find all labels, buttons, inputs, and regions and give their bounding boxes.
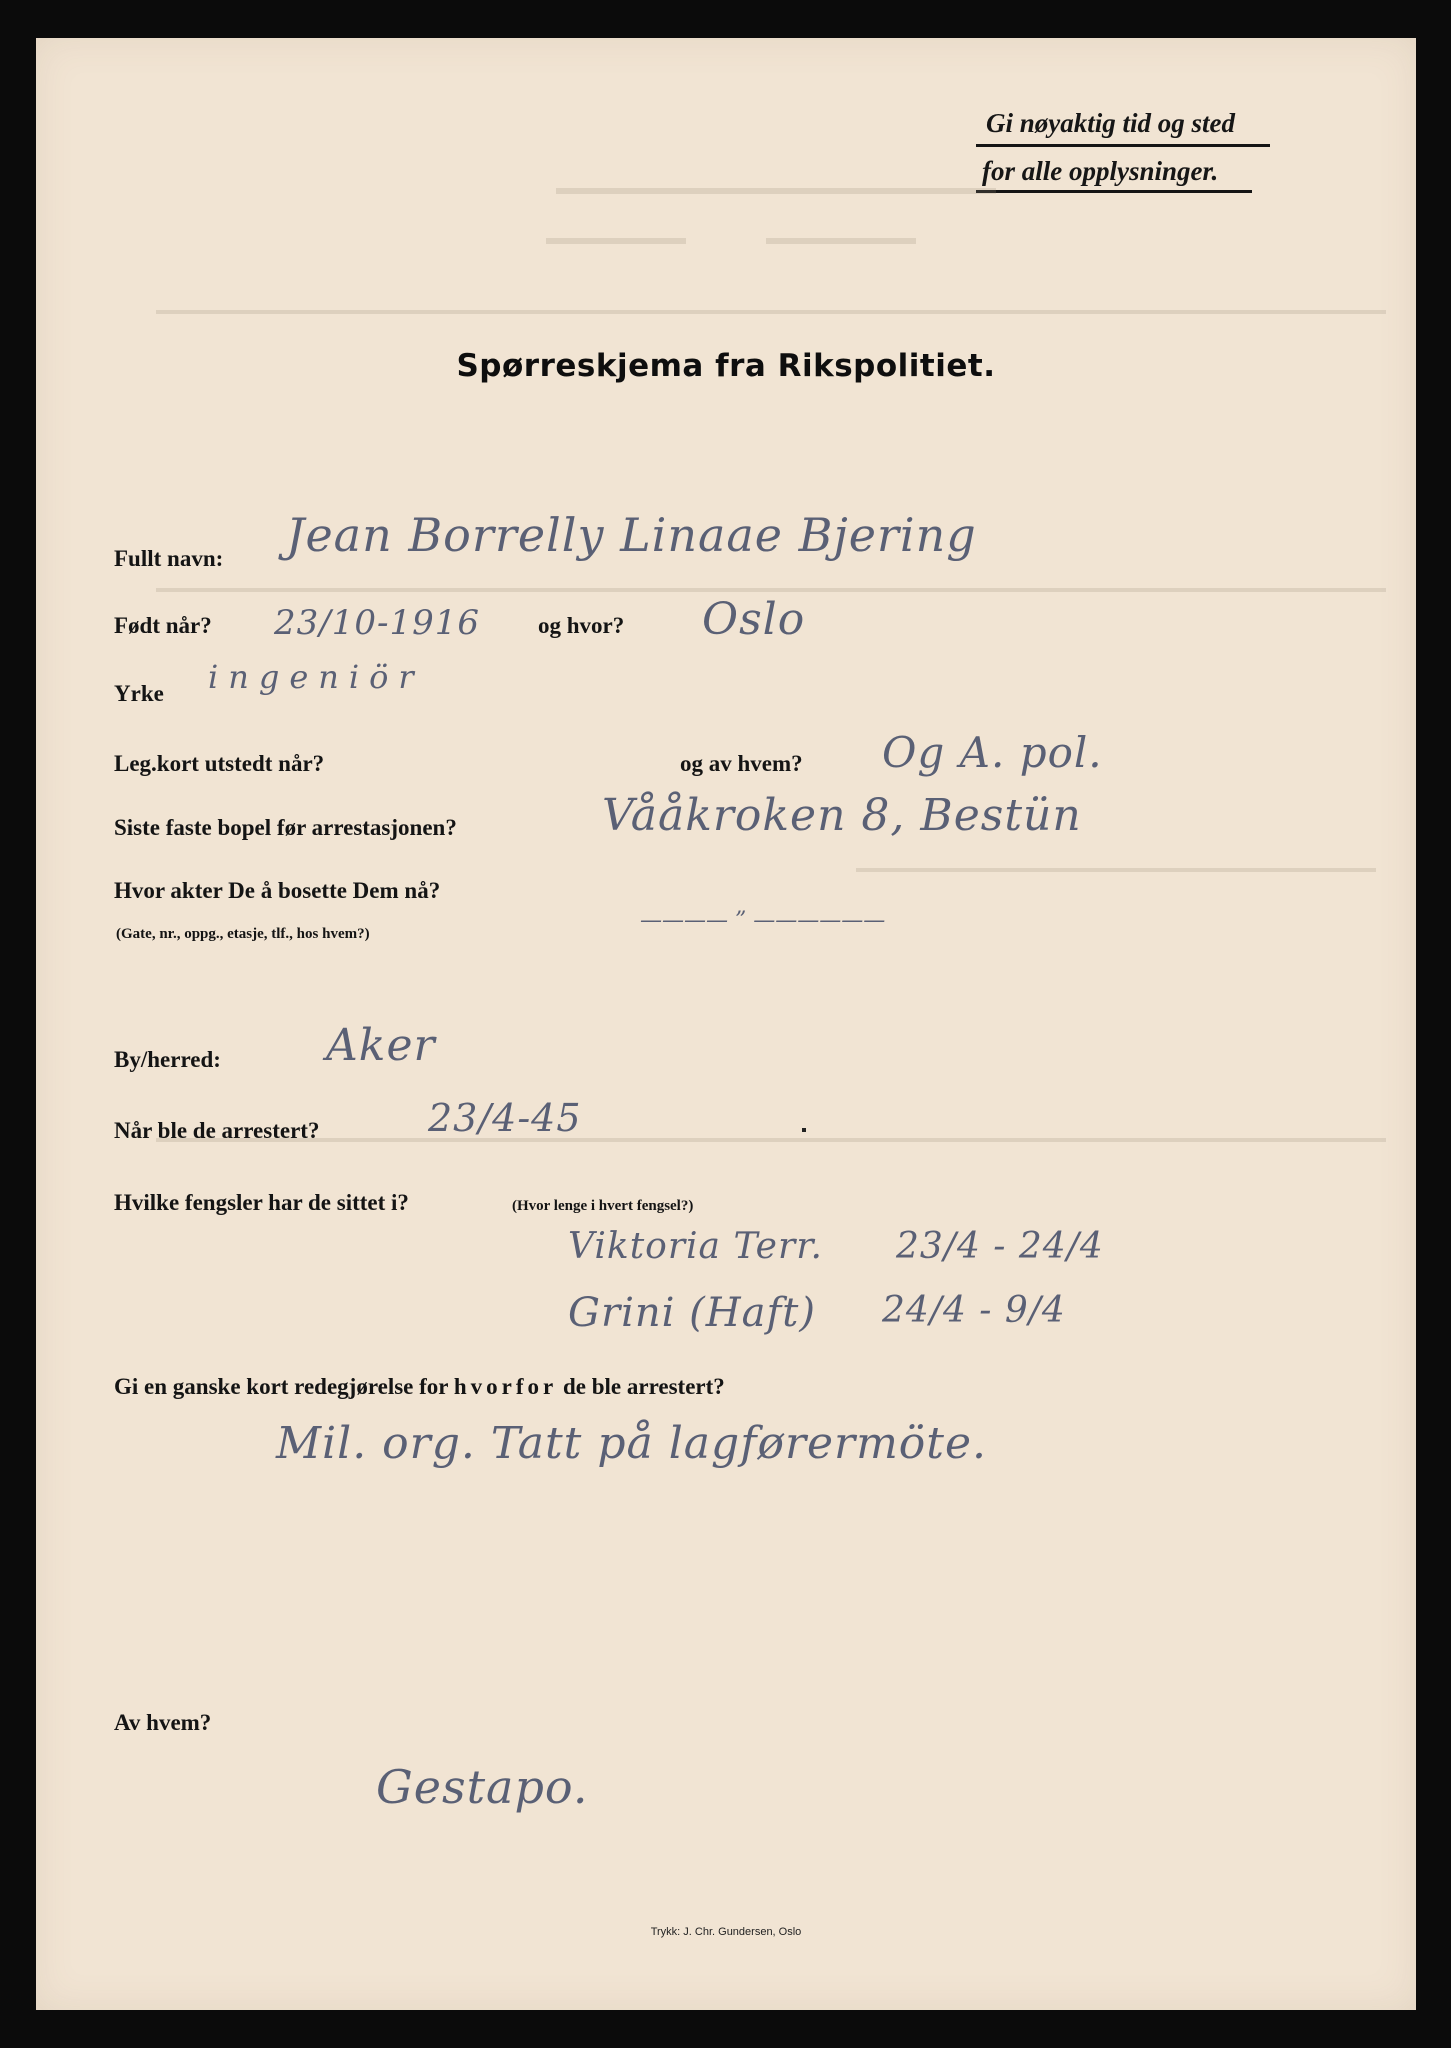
value-og-av-hvem: Og A. pol.	[882, 728, 1103, 777]
label-hvorfor-end: de ble arrestert?	[562, 1374, 725, 1399]
value-fengsel-2-period: 24/4 - 9/4	[882, 1290, 1066, 1331]
printer-imprint: Trykk: J. Chr. Gundersen, Oslo	[650, 1926, 802, 1938]
label-fengsler: Hvilke fengsler har de sittet i?	[114, 1190, 409, 1215]
show-through-mark	[766, 238, 916, 244]
label-siste-bopel: Siste faste bopel før arrestasjonen?	[114, 815, 457, 840]
value-fengsel-1-place: Viktoria Terr.	[568, 1226, 823, 1267]
notice-underline-2	[976, 190, 1252, 193]
label-hvorfor-emph: hvorfor	[453, 1374, 558, 1399]
value-fullt-navn: Jean Borrelly Linaae Bjering	[286, 508, 977, 562]
show-through-mark	[856, 868, 1376, 872]
form-page	[36, 38, 1416, 2010]
ink-dot	[802, 1128, 806, 1132]
value-fengsel-1-period: 23/4 - 24/4	[896, 1226, 1104, 1267]
notice-line-1: Gi nøyaktig tid og sted	[986, 108, 1235, 138]
value-og-hvor: Oslo	[702, 594, 806, 645]
value-yrke: ingeniör	[208, 658, 424, 696]
label-av-hvem: Av hvem?	[114, 1710, 212, 1735]
label-og-av-hvem: og av hvem?	[680, 751, 803, 776]
value-bosette: ———— ” ——————	[640, 908, 886, 933]
value-fodt-nar: 23/10-1916	[274, 603, 480, 643]
form-title: Spørreskjema fra Rikspolitiet.	[456, 348, 996, 384]
show-through-mark	[156, 588, 1386, 592]
label-yrke: Yrke	[114, 681, 164, 706]
label-bosette: Hvor akter De å bosette Dem nå?	[114, 878, 441, 903]
label-arrestert-nar: Når ble de arrestert?	[114, 1118, 320, 1143]
value-arrestert-nar: 23/4-45	[428, 1096, 582, 1140]
sublabel-bosette: (Gate, nr., oppg., etasje, tlf., hos hvem?)	[116, 926, 370, 942]
value-fengsel-2-place: Grini (Haft)	[568, 1290, 816, 1336]
label-hvorfor	[114, 1374, 725, 1400]
notice-underline-1	[976, 144, 1270, 147]
label-fullt-navn: Fullt navn:	[114, 546, 224, 571]
label-legkort: Leg.kort utstedt når?	[114, 751, 325, 776]
value-av-hvem: Gestapo.	[376, 1760, 589, 1814]
notice-line-2: for alle opplysninger.	[982, 156, 1219, 186]
show-through-mark	[156, 1138, 1386, 1142]
show-through-mark	[156, 310, 1386, 314]
value-by-herred: Aker	[326, 1020, 436, 1071]
value-hvorfor: Mil. org. Tatt på lagførermöte.	[276, 1418, 988, 1469]
value-siste-bopel: Vååkroken 8, Bestün	[602, 790, 1082, 841]
label-by-herred: By/herred:	[114, 1047, 221, 1072]
show-through-mark	[546, 238, 686, 244]
label-fodt-nar: Født når?	[114, 613, 212, 638]
show-through-mark	[556, 188, 996, 194]
sublabel-fengsler: (Hvor lenge i hvert fengsel?)	[512, 1198, 694, 1214]
label-hvorfor-start: Gi en ganske kort redegjørelse for	[114, 1374, 449, 1399]
label-og-hvor: og hvor?	[538, 613, 625, 638]
